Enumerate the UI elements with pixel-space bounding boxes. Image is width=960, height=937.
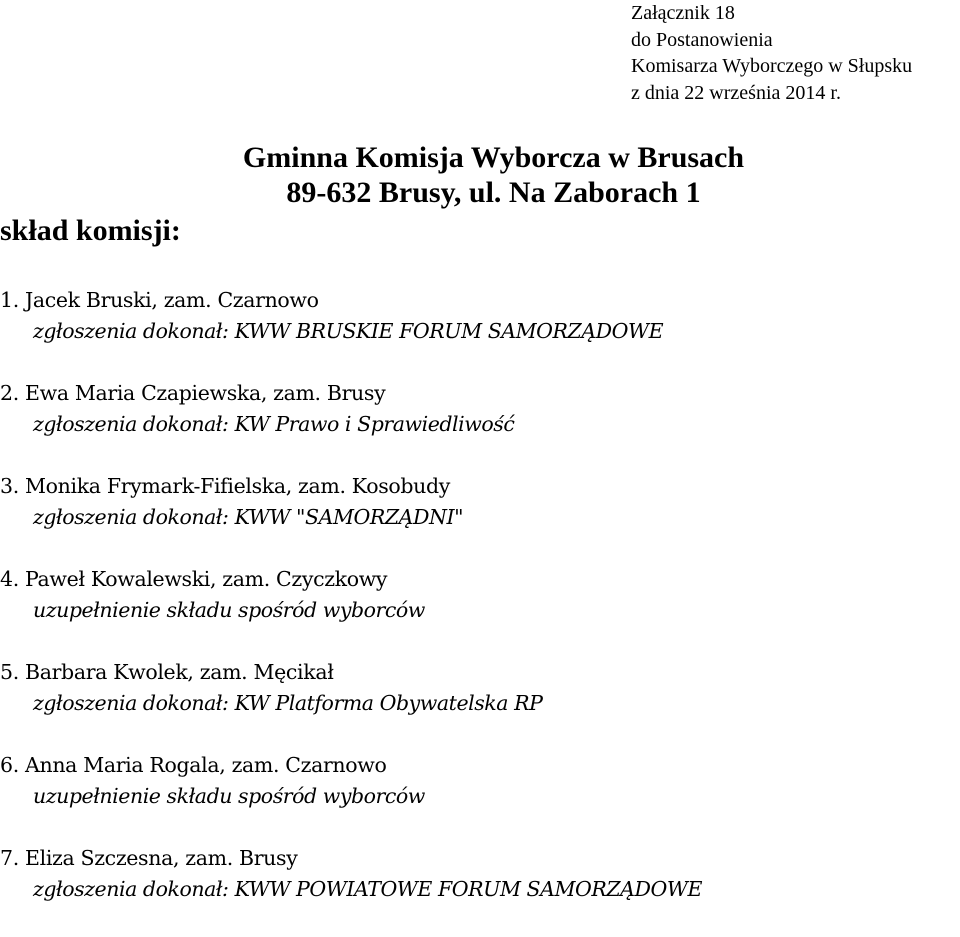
member-name-residence: 7. Eliza Szczesna, zam. Brusy (0, 846, 298, 870)
member-item (0, 565, 702, 658)
composition-heading: skład komisji: (0, 214, 181, 247)
member-name-residence: 3. Monika Frymark-Fifielska, zam. Kosobudy (0, 474, 450, 498)
annex-number: Załącznik 18 (631, 2, 735, 24)
member-nomination: zgłoszenia dokonał: KWW POWIATOWE FORUM SAMORZĄDOWE (33, 877, 703, 901)
commission-name: Gminna Komisja Wyborcza w Brusach (242, 141, 745, 174)
member-nomination: zgłoszenia dokonał: KW Prawo i Sprawiedliwość (33, 412, 515, 436)
annex-resolution-ref: do Postanowienia (631, 28, 773, 51)
member-nomination: zgłoszenia dokonał: KW Platforma Obywatelska RP (33, 691, 543, 715)
commission-title-block (0, 140, 960, 210)
member-name-residence: 5. Barbara Kwolek, zam. Męcikał (0, 660, 334, 684)
member-name-residence: 1. Jacek Bruski, zam. Czarnowo (0, 288, 319, 312)
member-nomination: uzupełnienie składu spośród wyborców (33, 784, 425, 808)
member-nomination: zgłoszenia dokonał: KWW "SAMORZĄDNI" (33, 505, 464, 529)
annex-header (631, 0, 912, 106)
member-nomination: zgłoszenia dokonał: KWW BRUSKIE FORUM SAMORZĄDOWE (33, 319, 664, 343)
member-item (0, 472, 702, 565)
member-name-residence: 6. Anna Maria Rogala, zam. Czarnowo (0, 753, 387, 777)
member-list (0, 286, 702, 937)
member-item (0, 844, 702, 937)
member-item (0, 751, 702, 844)
annex-commissioner: Komisarza Wyborczego w Słupsku (631, 55, 913, 77)
member-item (0, 379, 702, 472)
commission-address: 89-632 Brusy, ul. Na Zaborach 1 (286, 176, 701, 209)
member-item (0, 286, 702, 379)
annex-date: z dnia 22 września 2014 r. (631, 81, 841, 104)
member-name-residence: 4. Paweł Kowalewski, zam. Czyczkowy (0, 567, 388, 591)
member-item (0, 658, 702, 751)
member-name-residence: 2. Ewa Maria Czapiewska, zam. Brusy (0, 381, 386, 405)
member-nomination: uzupełnienie składu spośród wyborców (33, 598, 425, 622)
